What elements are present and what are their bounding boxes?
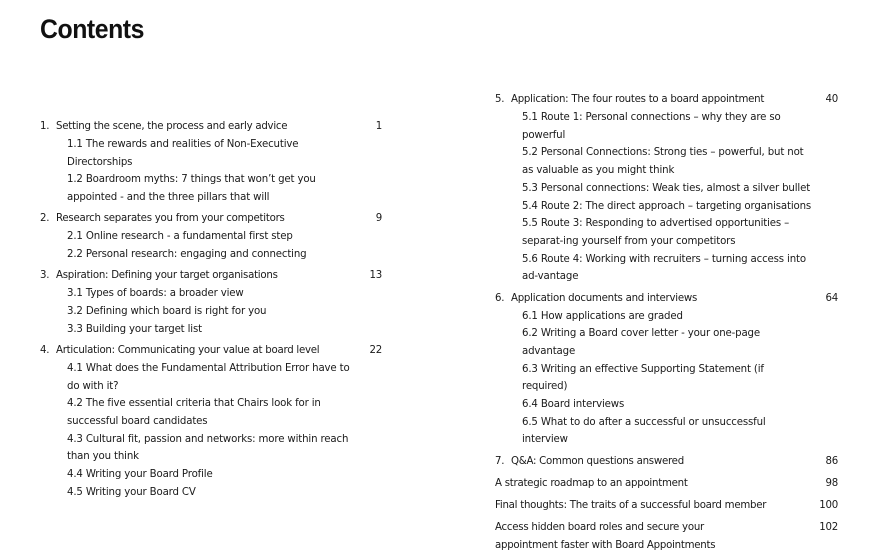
chapter-title[interactable]: Q&A: Common questions answered bbox=[511, 455, 684, 467]
page-number: 100 bbox=[819, 499, 838, 511]
extra-title[interactable]: Final thoughts: The traits of a successful board member bbox=[495, 499, 767, 511]
section-item[interactable]: 5.1 Route 1: Personal connections – why they are so powerful bbox=[522, 112, 781, 141]
chapter-heading[interactable] bbox=[40, 267, 382, 285]
page-number: 1 bbox=[375, 121, 382, 132]
chapter-number: 7. bbox=[495, 455, 505, 467]
section-item[interactable]: 5.4 Route 2: The direct approach – targeting organisations bbox=[522, 200, 812, 212]
section-item[interactable]: 3.2 Defining which board is right for you bbox=[67, 305, 267, 317]
toc-chapter[interactable] bbox=[495, 91, 838, 286]
page-title: Contents bbox=[40, 14, 144, 44]
page-number: 98 bbox=[825, 477, 838, 489]
section-item[interactable]: 4.2 The five essential criteria that Chairs look for in successful board candidates bbox=[67, 398, 321, 427]
section-item[interactable]: 3.3 Building your target list bbox=[67, 323, 202, 335]
section-item[interactable]: 4.3 Cultural fit, passion and networks: more within reach than you think bbox=[67, 433, 349, 463]
chapter-heading[interactable] bbox=[495, 91, 838, 109]
section-item[interactable]: 1.1 The rewards and realities of Non-Executive Directorships bbox=[67, 139, 299, 168]
toc-right-column bbox=[495, 91, 838, 555]
chapter-number: 6. bbox=[495, 292, 505, 304]
page-number: 13 bbox=[369, 270, 382, 282]
page-number: 64 bbox=[825, 292, 838, 304]
chapter-heading[interactable] bbox=[40, 342, 382, 360]
section-item[interactable]: 5.2 Personal Connections: Strong ties – powerful, but not as valuable as you might think bbox=[522, 147, 804, 177]
section-list bbox=[495, 109, 838, 286]
chapter-title[interactable]: Setting the scene, the process and early advice bbox=[56, 121, 288, 132]
section-item[interactable]: 2.2 Personal research: engaging and connecting bbox=[67, 249, 307, 261]
toc-extra-item[interactable] bbox=[495, 519, 838, 555]
chapter-heading[interactable] bbox=[40, 118, 382, 136]
section-item[interactable]: 6.3 Writing an effective Supporting Statement (if required) bbox=[522, 363, 764, 393]
toc-chapter[interactable] bbox=[40, 267, 382, 338]
section-list bbox=[40, 285, 382, 338]
toc-extra-item[interactable] bbox=[495, 475, 838, 493]
page-number: 102 bbox=[819, 521, 838, 533]
page-number: 22 bbox=[369, 344, 382, 356]
chapter-title[interactable]: Application documents and interviews bbox=[511, 292, 698, 304]
chapter-title[interactable]: Research separates you from your competitors bbox=[56, 213, 285, 225]
section-item[interactable]: 4.4 Writing your Board Profile bbox=[67, 469, 213, 481]
section-item[interactable]: 4.5 Writing your Board CV bbox=[67, 486, 196, 498]
section-item[interactable]: 6.4 Board interviews bbox=[522, 399, 625, 411]
section-item[interactable]: 3.1 Types of boards: a broader view bbox=[67, 288, 244, 300]
chapter-number: 4. bbox=[40, 344, 50, 356]
section-item[interactable]: 4.1 What does the Fundamental Attribution Error have to do with it? bbox=[67, 362, 350, 392]
section-item[interactable]: 6.2 Writing a Board cover letter - your one-page advantage bbox=[522, 328, 760, 357]
section-item[interactable]: 5.6 Route 4: Working with recruiters – turning access into ad-vantage bbox=[522, 253, 806, 283]
chapter-number: 1. bbox=[40, 121, 50, 132]
section-item[interactable]: 6.1 How applications are graded bbox=[522, 310, 683, 322]
toc-chapter[interactable] bbox=[40, 118, 382, 207]
section-list bbox=[40, 360, 382, 502]
page-number: 9 bbox=[375, 213, 382, 225]
toc-chapter[interactable] bbox=[40, 210, 382, 263]
toc-chapter[interactable] bbox=[495, 453, 838, 471]
toc-left-column bbox=[40, 118, 382, 501]
chapter-number: 3. bbox=[40, 270, 50, 282]
section-item[interactable]: 6.5 What to do after a successful or unsuccessful interview bbox=[522, 416, 766, 446]
page-number: 86 bbox=[825, 455, 838, 467]
section-item[interactable]: 5.3 Personal connections: Weak ties, almost a silver bullet bbox=[522, 182, 811, 194]
section-item[interactable]: 2.1 Online research - a fundamental first step bbox=[67, 231, 293, 243]
toc-extra-item[interactable] bbox=[495, 497, 838, 515]
extra-title[interactable]: A strategic roadmap to an appointment bbox=[495, 477, 688, 489]
section-list bbox=[40, 228, 382, 263]
extra-title[interactable]: Access hidden board roles and secure your appointment faster with Board Appointments bbox=[495, 521, 716, 551]
section-item[interactable]: 1.2 Boardroom myths: 7 things that won’t get you appointed - and the three pillars that will bbox=[67, 174, 316, 204]
page-number: 40 bbox=[825, 94, 838, 105]
chapter-heading[interactable] bbox=[495, 453, 838, 471]
toc-chapter[interactable] bbox=[495, 290, 838, 450]
section-list bbox=[40, 136, 382, 207]
chapter-number: 5. bbox=[495, 94, 505, 105]
chapter-heading[interactable] bbox=[40, 210, 382, 228]
chapter-title[interactable]: Aspiration: Defining your target organisations bbox=[56, 270, 278, 282]
chapter-heading[interactable] bbox=[495, 290, 838, 308]
section-item[interactable]: 5.5 Route 3: Responding to advertised opportunities – separat-ing yourself from your competitors bbox=[522, 218, 790, 247]
section-list bbox=[495, 308, 838, 450]
chapter-title[interactable]: Application: The four routes to a board appointment bbox=[511, 94, 765, 105]
toc-chapter[interactable] bbox=[40, 342, 382, 502]
chapter-title[interactable]: Articulation: Communicating your value at board level bbox=[56, 344, 320, 356]
chapter-number: 2. bbox=[40, 213, 50, 225]
